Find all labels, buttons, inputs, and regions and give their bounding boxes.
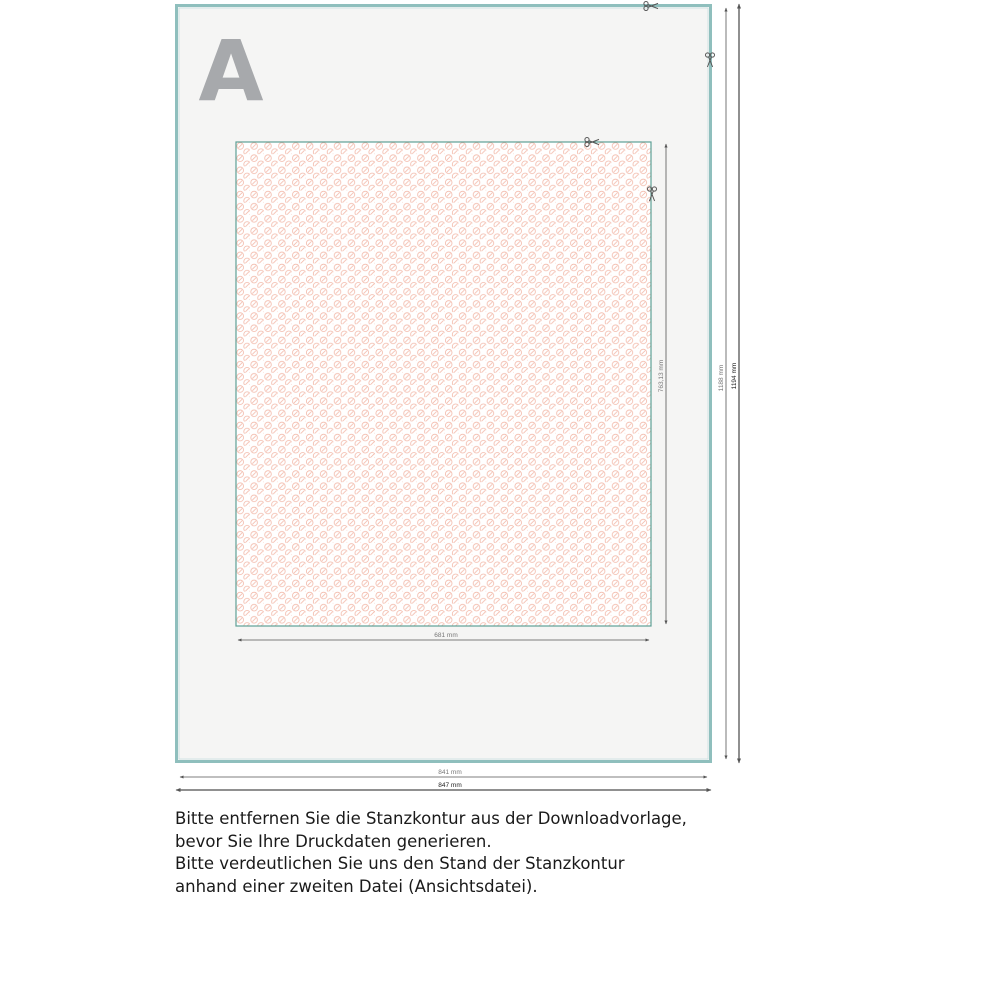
instruction-line: anhand einer zweiten Datei (Ansichtsdatei). bbox=[175, 876, 538, 896]
inner-pattern bbox=[236, 142, 651, 626]
instruction-line: bevor Sie Ihre Druckdaten generieren. bbox=[175, 831, 492, 851]
inner-height-label: 763,13 mm bbox=[658, 359, 665, 393]
instruction-line: Bitte verdeutlichen Sie uns den Stand der Stanzkontur bbox=[175, 854, 625, 873]
instructions-text bbox=[175, 808, 775, 898]
inner-width-label: 681 mm bbox=[434, 632, 458, 639]
outer-height-label: 1194 mm bbox=[731, 362, 738, 390]
trim-width-label: 841 mm bbox=[438, 769, 462, 776]
trim-height-label: 1188 mm bbox=[718, 364, 725, 392]
instruction-line: Bitte entfernen Sie die Stanzkontur aus der Downloadvorlage, bbox=[175, 809, 687, 828]
outer-width-label: 847 mm bbox=[438, 782, 462, 789]
variant-letter: A bbox=[198, 22, 264, 120]
